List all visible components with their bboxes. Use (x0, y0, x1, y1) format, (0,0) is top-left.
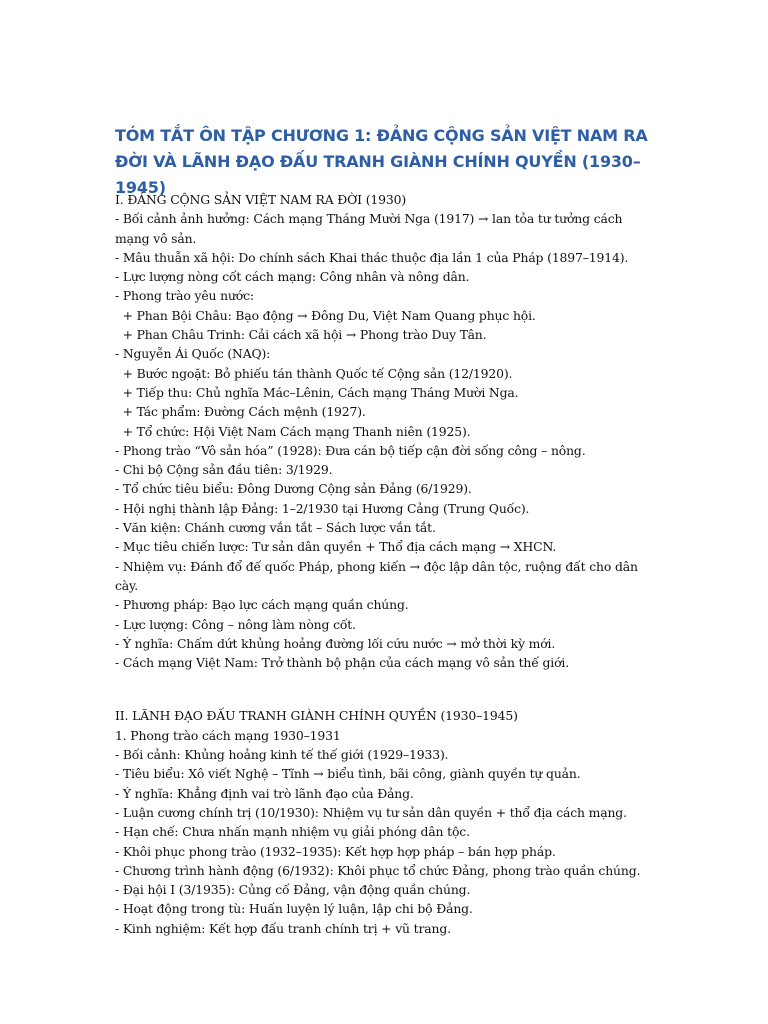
text-line: 1. Phong trào cách mạng 1930–1931 (115, 727, 341, 743)
section-1-heading: I. ĐẢNG CỘNG SẢN VIỆT NAM RA ĐỜI (1930) (115, 192, 406, 207)
text-line: - Kinh nghiệm: Kết hợp đấu tranh chính trị + vũ trang. (115, 920, 451, 936)
text-line: + Tiếp thu: Chủ nghĩa Mác–Lênin, Cách mạng Tháng Mười Nga. (115, 384, 519, 400)
text-line: - Chương trình hành động (6/1932): Khôi phục tổ chức Đảng, phong trào quần chúng. (115, 862, 641, 878)
text-line: + Tổ chức: Hội Việt Nam Cách mạng Thanh niên (1925). (115, 423, 471, 439)
text-line: - Mục tiêu chiến lược: Tư sản dân quyền + Thổ địa cách mạng → XHCN. (115, 539, 557, 555)
text-line: - Ý nghĩa: Khẳng định vai trò lãnh đạo của Đảng. (115, 785, 414, 801)
text-line: - Phong trào yêu nước: (115, 288, 254, 304)
text-line: + Tác phẩm: Đường Cách mệnh (1927). (115, 404, 366, 420)
text-line: + Bước ngoặt: Bỏ phiếu tán thành Quốc tế Cộng sản (12/1920). (115, 365, 513, 381)
text-line: - Cách mạng Việt Nam: Trở thành bộ phận của cách mạng vô sản thế giới. (115, 655, 570, 671)
section-2-list (115, 726, 660, 938)
text-line: - Lực lượng nòng cốt cách mạng: Công nhân và nông dân. (115, 269, 470, 285)
document-body (115, 190, 660, 938)
text-line: - Chi bộ Cộng sản đầu tiên: 3/1929. (115, 462, 333, 478)
document-title: TÓM TẮT ÔN TẬP CHƯƠNG 1: ĐẢNG CỘNG SẢN VIỆT NAM RA ĐỜI VÀ LÃNH ĐẠO ĐẤU TRANH GIÀNH CHÍNH QUYỀN (1930–1945) (115, 126, 648, 197)
text-line: - Tiêu biểu: Xô viết Nghệ – Tĩnh → biểu tình, bãi công, giành quyền tự quản. (115, 766, 581, 782)
text-line: + Phan Châu Trinh: Cải cách xã hội → Phong trào Duy Tân. (115, 327, 487, 343)
text-line: - Lực lượng: Công – nông làm nòng cốt. (115, 616, 356, 632)
text-line: - Tổ chức tiêu biểu: Đông Dương Cộng sản Đảng (6/1929). (115, 481, 472, 497)
text-line: + Phan Bội Châu: Bạo động → Đông Du, Việt Nam Quang phục hội. (115, 307, 536, 323)
text-line: - Nguyễn Ái Quốc (NAQ): (115, 346, 271, 362)
text-line: - Luận cương chính trị (10/1930): Nhiệm vụ tư sản dân quyền + thổ địa cách mạng. (115, 804, 627, 820)
text-line: - Bối cảnh ảnh hưởng: Cách mạng Tháng Mười Nga (1917) → lan tỏa tư tưởng cách mạng vô sản. (115, 211, 627, 246)
section-2-heading: II. LÃNH ĐẠO ĐẤU TRANH GIÀNH CHÍNH QUYỀN (1930–1945) (115, 708, 518, 724)
text-line: - Hạn chế: Chưa nhấn mạnh nhiệm vụ giải phóng dân tộc. (115, 824, 470, 840)
text-line: - Đại hội I (3/1935): Củng cố Đảng, vận động quần chúng. (115, 882, 471, 898)
text-line: - Phong trào “Vô sản hóa” (1928): Đưa cán bộ tiếp cận đời sống công – nông. (115, 442, 586, 458)
text-line: - Mâu thuẫn xã hội: Do chính sách Khai thác thuộc địa lần 1 của Pháp (1897–1914). (115, 249, 629, 265)
text-line: - Bối cảnh: Khủng hoảng kinh tế thế giới (1929–1933). (115, 747, 449, 763)
text-line: - Hội nghị thành lập Đảng: 1–2/1930 tại Hương Cảng (Trung Quốc). (115, 500, 530, 516)
text-line: - Hoạt động trong tù: Huấn luyện lý luận, lập chi bộ Đảng. (115, 901, 473, 917)
text-line: - Nhiệm vụ: Đánh đổ đế quốc Pháp, phong kiến → độc lập dân tộc, ruộng đất cho dân cày. (115, 558, 642, 593)
section-1-list (115, 209, 660, 672)
text-line: - Văn kiện: Chánh cương vắn tắt – Sách lược vắn tắt. (115, 520, 436, 536)
text-line: - Phương pháp: Bạo lực cách mạng quần chúng. (115, 597, 409, 613)
text-line: - Ý nghĩa: Chấm dứt khủng hoảng đường lối cứu nước → mở thời kỳ mới. (115, 635, 556, 651)
section-spacer (115, 672, 660, 706)
text-line: - Khôi phục phong trào (1932–1935): Kết hợp hợp pháp – bán hợp pháp. (115, 843, 556, 859)
